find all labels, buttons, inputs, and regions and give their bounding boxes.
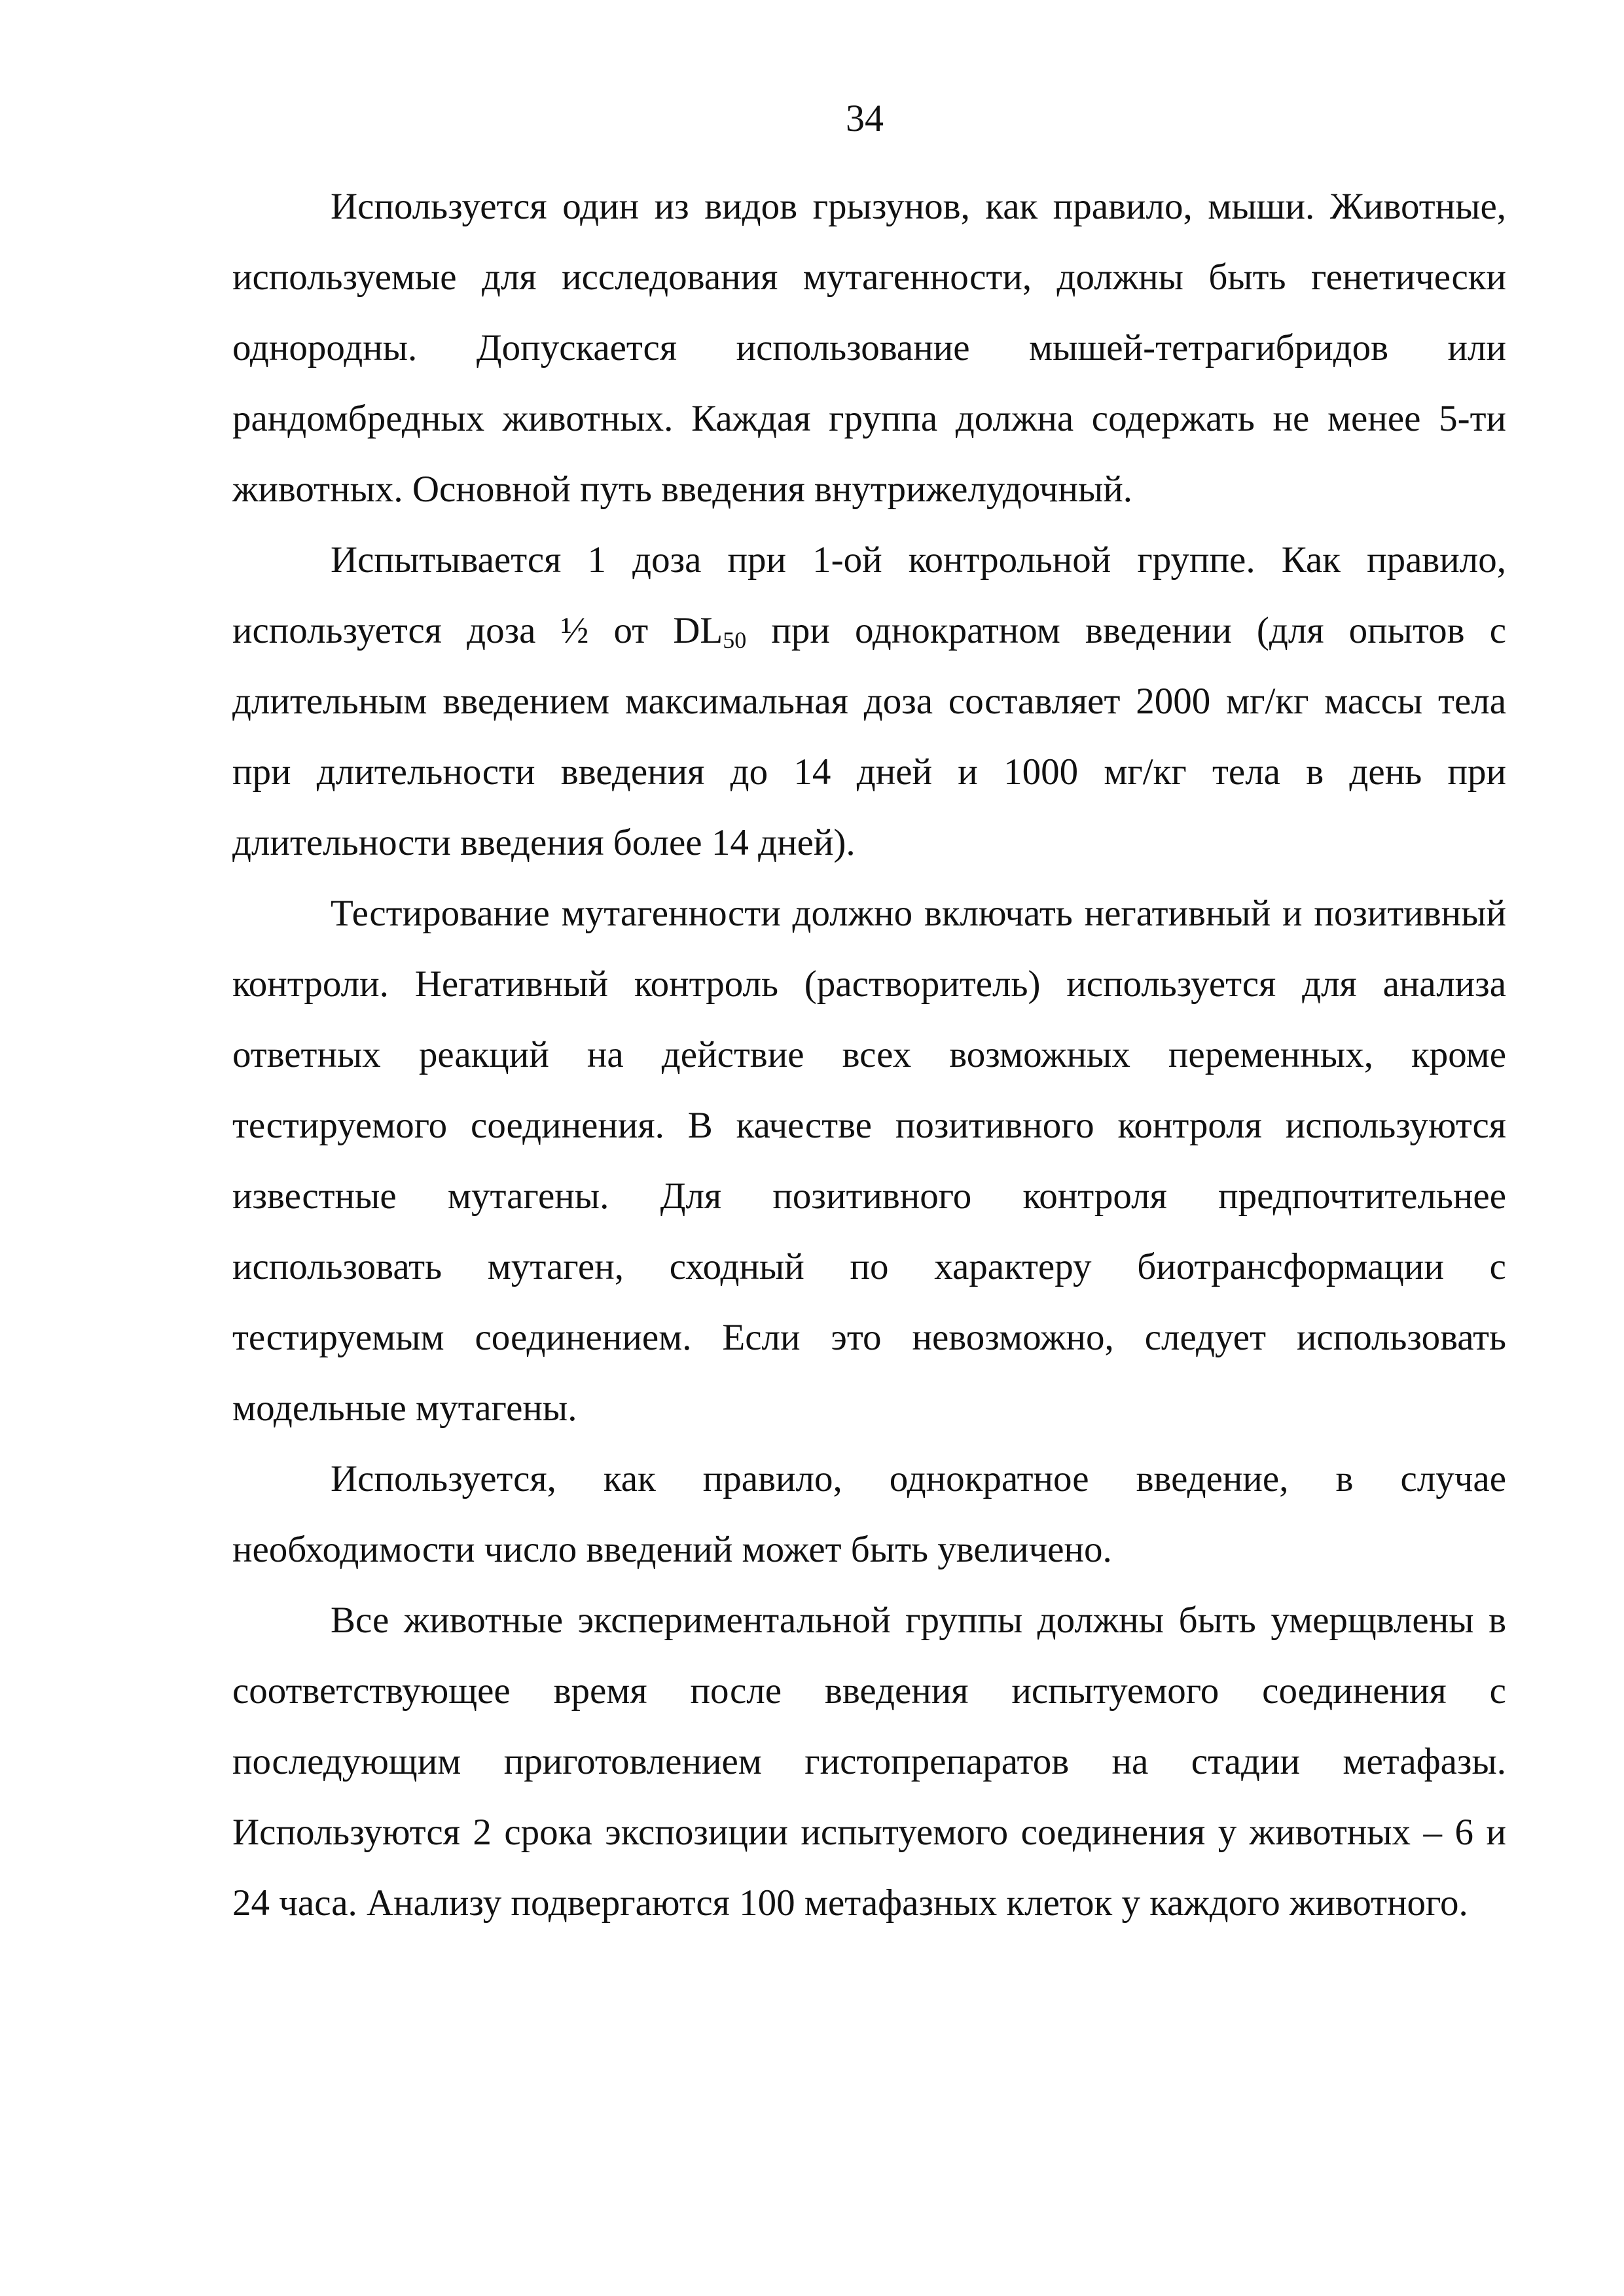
page-number: 34 (846, 97, 884, 139)
body-text (232, 171, 1506, 1939)
dose-text-before: Испытывается 1 доза при 1-ой контрольной группе. Как правило, используется доза ½ от DL (232, 539, 1506, 651)
dose-text-after: при однократном введении (для опытов с длительным введением максимальная доза составляет 2000 мг/кг массы тела при длительности введения до 14 дней и 1000 мг/кг тела в день при длительности введения более 14 дней). (232, 610, 1506, 863)
paragraph-analysis: Все животные экспериментальной группы должны быть умерщвлены в соответствующее время после введения испытуемого соединения с последующим приготовлением гистопрепаратов на стадии метафазы. Используются 2 срока экспозиции испытуемого соединения у животных – 6 и 24 часа. Анализу подвергаются 100 метафазных клеток у каждого животного. (232, 1600, 1506, 1924)
paragraph-animals: Используется один из видов грызунов, как правило, мыши. Животные, используемые для исследования мутагенности, должны быть генетически однородны. Допускается использование мышей-тетрагибридов или рандомбредных животных. Каждая группа должна содержать не менее 5-ти животных. Основной путь введения внутрижелудочный. (232, 186, 1506, 510)
paragraph-dose (232, 525, 1506, 878)
dl-subscript: 50 (723, 627, 747, 653)
paragraph-controls: Тестирование мутагенности должно включать негативный и позитивный контроли. Негативный контроль (растворитель) используется для анализа ответных реакций на действие всех возможных переменных, кроме тестируемого соединения. В качестве позитивного контроля используются известные мутагены. Для позитивного контроля предпочтительнее использовать мутаген, сходный по характеру биотрансформации с тестируемым соединением. Если это невозможно, следует использовать модельные мутагены. (232, 893, 1506, 1429)
paragraph-administration: Используется, как правило, однократное введение, в случае необходимости число введений может быть увеличено. (232, 1458, 1506, 1570)
